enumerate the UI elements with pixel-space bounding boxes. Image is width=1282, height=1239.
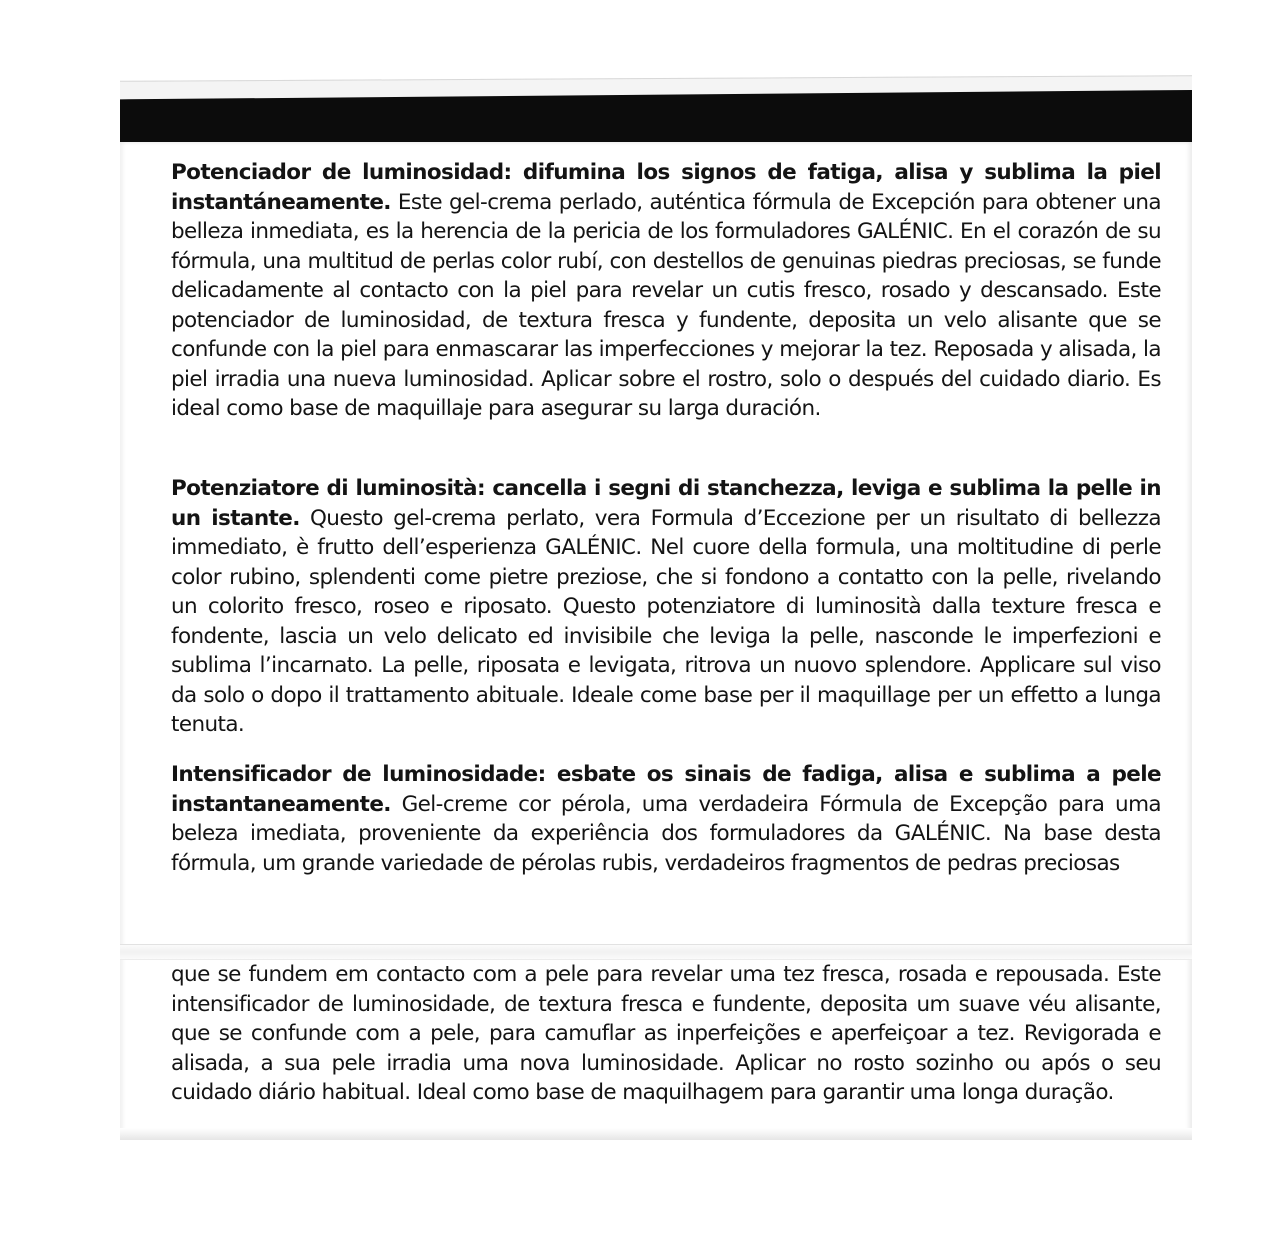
paragraph-portuguese xyxy=(171,760,1161,878)
paragraph-portuguese-lead: Intensificador de luminosidade: esbate os sinais de fadiga, alisa e sublima a pele instantaneamente. xyxy=(171,762,1161,817)
paragraph-spanish-lead: Potenciador de luminosidad: difumina los signos de fatiga, alisa y sublima la piel instantáneamente. xyxy=(171,160,1161,215)
paragraph-spanish-body: Este gel-crema perlado, auténtica fórmula de Excepción para obtener una belleza inmediata, es la herencia de la pericia de los formuladores GALÉNIC. En el corazón de su fórmula, una multitud de perlas color rubí, con destellos de genuinas piedras preciosas, se funde delicadamente al contacto con la piel para revelar un cutis fresco, rosado y descansado. Este potenciador de luminosidad, de textura fresca y fundente, deposita un velo alisante que se confunde con la piel para enmascarar las imperfecciones y mejorar la tez. Reposada y alisada, la piel irradia una nueva luminosidad. Aplicar sobre el rostro, solo o después del cuidado diario. Es ideal como base de maquillaje para asegurar su larga duración. xyxy=(171,189,1161,421)
paragraph-italian-lead: Potenziatore di luminosità: cancella i segni di stanchezza, leviga e sublima la pelle in un istante. xyxy=(171,476,1161,531)
box-fold-line xyxy=(120,944,1192,960)
paragraph-portuguese-body: Gel-creme cor pérola, uma verdadeira Fórmula de Excepção para uma beleza imediata, proveniente da experiência dos formuladores da GALÉNIC. Na base desta fórmula, um grande variedade de pérolas rubis, verdadeiros fragmentos de pedras preciosas xyxy=(171,791,1161,876)
paragraph-italian-body: Questo gel-crema perlato, vera Formula d’Eccezione per un risultato di bellezza immediato, è frutto dell’esperienza GALÉNIC. Nel cuore della formula, una moltitudine di perle color rubino, splendenti come pietre preziose, che si fondono a contatto con la pelle, rivelando un colorito fresco, roseo e riposato. Questo potenziatore di luminosità dalla texture fresca e fondente, lascia un velo delicato ed invisibile che leviga la pelle, nasconde le imperfezioni e sublima l’incarnato. La pelle, riposata e levigata, ritrova un nuovo splendore. Applicare sul viso da solo o dopo il trattamento abituale. Ideale come base per il maquillage per un effetto a lunga tenuta. xyxy=(171,505,1161,737)
paragraph-italian xyxy=(171,474,1161,740)
box-bottom-edge xyxy=(120,1128,1192,1140)
paragraph-spanish xyxy=(171,158,1161,424)
paragraph-portuguese-continuation: que se fundem em contacto com a pele para revelar uma tez fresca, rosada e repousada. Este intensificador de luminosidade, de textura fresca e fundente, deposita um suave véu alisante, que se confunde com a pele, para camuflar as inperfeições e aperfeiçoar a tez. Revigorada e alisada, a sua pele irradia uma nova luminosidade. Aplicar no rosto sozinho ou após o seu cuidado diário habitual. Ideal como base de maquilhagem para garantir uma longa duração. xyxy=(171,962,1161,1105)
